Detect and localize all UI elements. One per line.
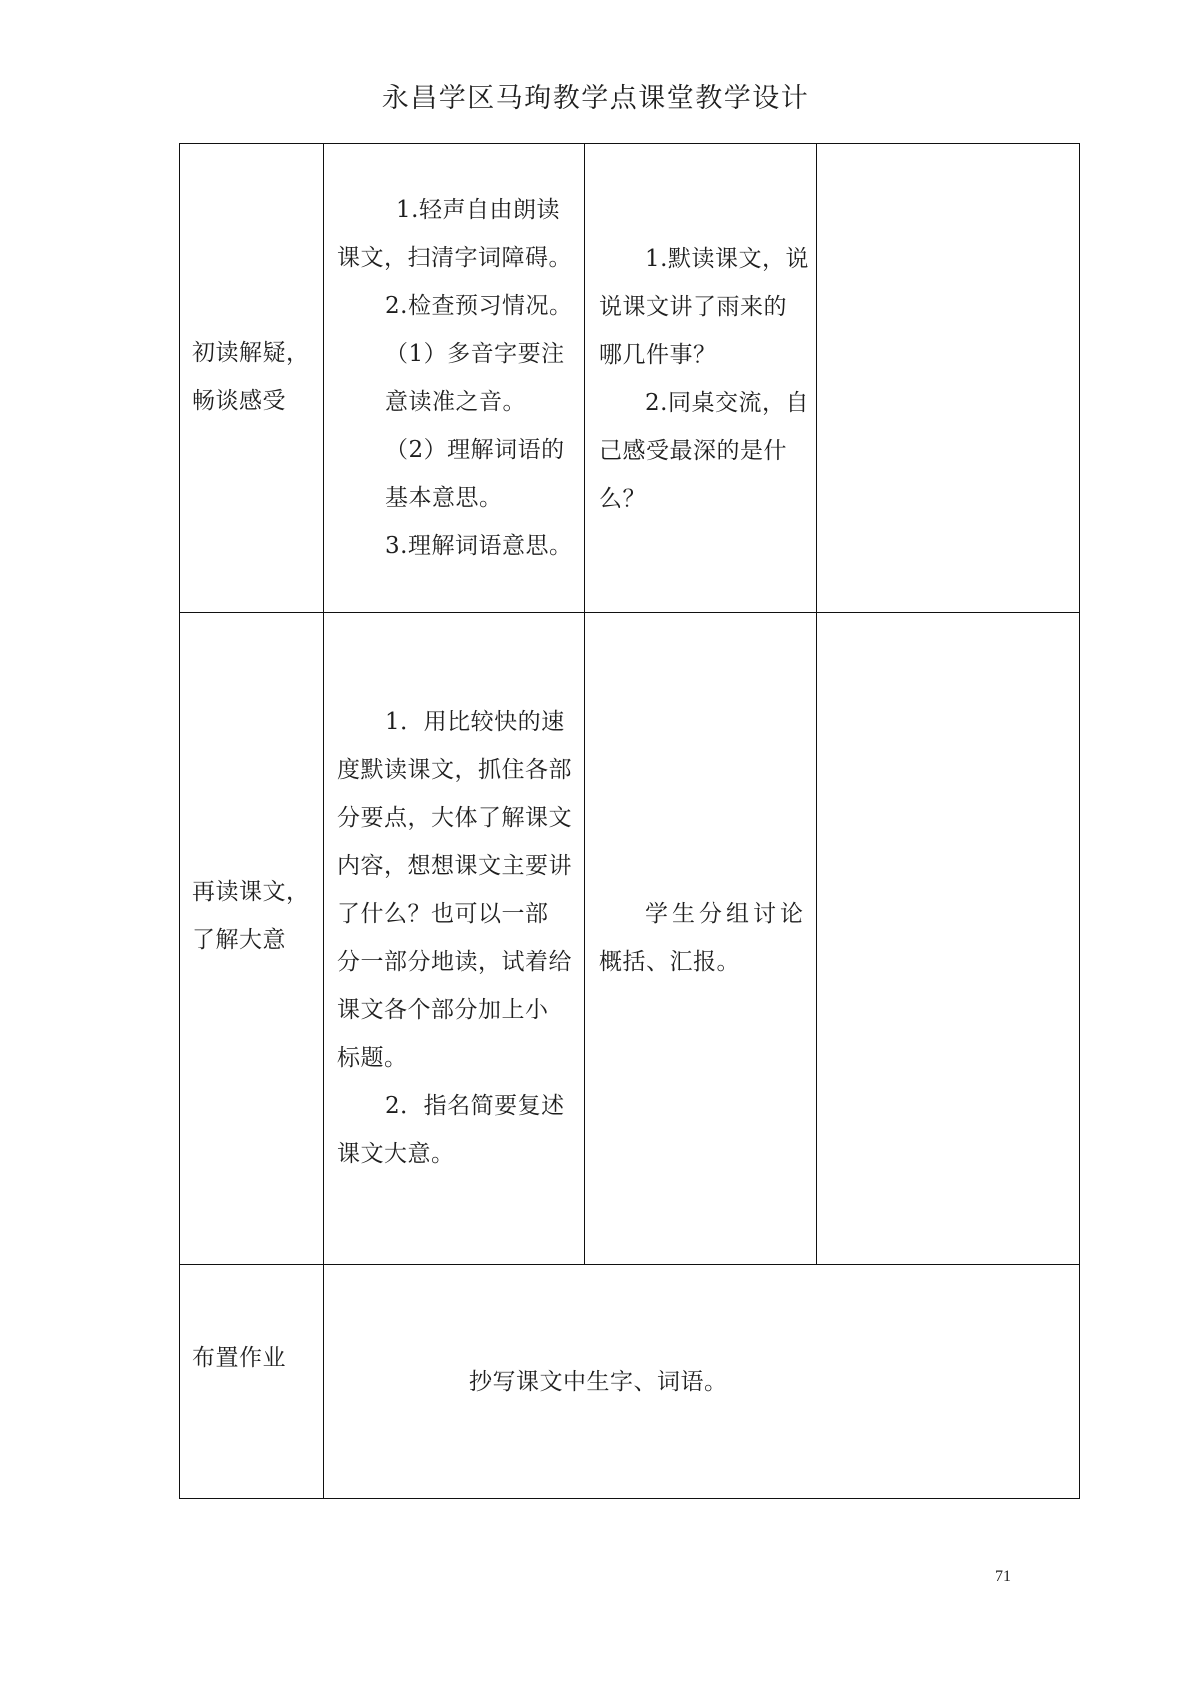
text-line: 2．指名简要复述 [385, 1093, 565, 1119]
text-line: 了解大意 [192, 927, 286, 953]
text-line: 课文各个部分加上小 [337, 997, 549, 1023]
text-line: 1．用比较快的速 [385, 709, 565, 735]
table-cell-r1-c3 [585, 144, 817, 613]
table-cell-r2-c1 [180, 613, 324, 1265]
text-line: 概括、汇报。 [599, 949, 740, 975]
text-line: 1.默读课文，说 [645, 246, 809, 272]
lesson-design-table [179, 143, 1080, 1499]
text-line: 内容，想想课文主要讲 [337, 853, 572, 879]
text-line: 2.同桌交流，自 [645, 390, 809, 416]
cell-text [324, 186, 572, 570]
table-cell-r3-merged [324, 1265, 1080, 1499]
text-line: 初读解疑， [192, 340, 310, 366]
cell-text [585, 890, 807, 986]
text-line: 2.检查预习情况。 [385, 293, 573, 319]
table-cell-r2-c2 [324, 613, 585, 1265]
table-cell-r2-c4 [817, 613, 1080, 1265]
text-line: 意读准之音。 [385, 389, 526, 415]
cell-text [180, 868, 310, 964]
table-cell-r1-c4 [817, 144, 1080, 613]
cell-text [180, 329, 310, 425]
text-line: 分要点，大体了解课文 [337, 805, 572, 831]
text-line: 3.理解词语意思。 [385, 533, 573, 559]
text-line: （1）多音字要注 [385, 341, 565, 367]
text-line: 学生分组讨论 [645, 901, 807, 927]
text-line: 说课文讲了雨来的 [599, 294, 787, 320]
cell-text [180, 1334, 286, 1382]
table-cell-r1-c2 [324, 144, 585, 613]
text-line: 抄写课文中生字、词语。 [469, 1369, 728, 1395]
text-line: 布置作业 [192, 1345, 286, 1371]
text-line: 再读课文， [192, 879, 310, 905]
text-line: 么？ [599, 486, 646, 512]
text-line: 了什么？也可以一部 [337, 901, 549, 927]
text-line: 分一部分地读，试着给 [337, 949, 572, 975]
page-number: 71 [995, 1568, 1011, 1585]
cell-text [585, 235, 809, 523]
text-line: 畅谈感受 [192, 388, 286, 414]
page-title: 永昌学区马珣教学点课堂教学设计 [381, 83, 810, 114]
text-line: 度默读课文，抓住各部 [337, 757, 572, 783]
text-line: 标题。 [337, 1045, 408, 1071]
table-cell-r2-c3 [585, 613, 817, 1265]
text-line: 己感受最深的是什 [599, 438, 787, 464]
text-line: 基本意思。 [385, 485, 503, 511]
table-cell-r1-c1 [180, 144, 324, 613]
text-line: （2）理解词语的 [385, 437, 565, 463]
text-line: 课文，扫清字词障碍。 [337, 245, 572, 271]
text-line: 1.轻声自由朗读 [396, 197, 560, 223]
cell-text [324, 1358, 728, 1406]
text-line: 课文大意。 [337, 1141, 455, 1167]
table-cell-r3-c1 [180, 1265, 324, 1499]
cell-text [324, 698, 572, 1178]
text-line: 哪几件事？ [599, 342, 717, 368]
